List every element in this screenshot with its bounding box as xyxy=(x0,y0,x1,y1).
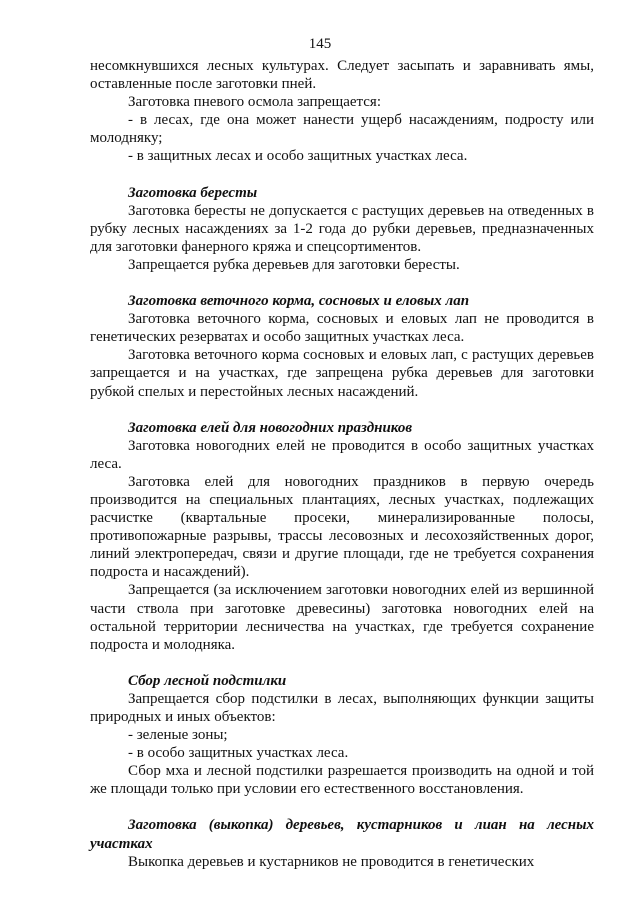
paragraph: несомкнувшихся лесных культурах. Следует засыпать и заравнивать ямы, оставленные после заготовки пней. xyxy=(90,58,594,93)
section-heading: Сбор лесной подстилки xyxy=(128,672,287,689)
paragraph: Заготовка веточного корма сосновых и еловых лап, с растущих деревьев запрещается и на участках, где запрещена рубка деревьев для заготовки рубкой спелых и перестойных лесных насаждений. xyxy=(90,347,594,400)
paragraph: Сбор мха и лесной подстилки разрешается производить на одной и той же площади только при условии его естественного восстановления. xyxy=(90,763,594,798)
list-item: - в защитных лесах и особо защитных участках леса. xyxy=(128,148,468,165)
list-item: - в лесах, где она может нанести ущерб насаждениям, подросту или молодняку; xyxy=(90,112,594,147)
paragraph: Заготовка бересты не допускается с растущих деревьев на отведенных в рубку лесных насаждениях за 1-2 года до рубки деревьев, предназначенных для заготовки фанерного кряжа и спецсортиментов. xyxy=(90,202,594,255)
page-content xyxy=(90,57,594,871)
paragraph: Заготовка пневого осмола запрещается: xyxy=(128,94,382,111)
list-item: - зеленые зоны; xyxy=(128,727,228,744)
section-heading: Заготовка бересты xyxy=(128,184,258,201)
paragraph: Заготовка елей для новогодних праздников в первую очередь производится на специальных плантациях, лесных участках, подлежащих расчистке (квартальные просеки, минерализированные полосы, противопожарные разрывы, трассы лесовозных и лесохозяйственных дорог, линий электропередач, связи и другие площади, где не требуется сохранения подроста и насаждений). xyxy=(90,473,594,581)
paragraph: Запрещается сбор подстилки в лесах, выполняющих функции защиты природных и иных объектов: xyxy=(90,690,594,725)
paragraph: Заготовка веточного корма, сосновых и еловых лап не проводится в генетических резерватах и особо защитных участках леса. xyxy=(90,311,594,346)
paragraph: Запрещается (за исключением заготовки новогодних елей из вершинной части ствола при заготовке древесины) заготовка новогодних елей на остальной территории лесничества на участках, где требуется сохранение подроста и молодняка. xyxy=(90,582,594,653)
section-heading: Заготовка веточного корма, сосновых и еловых лап xyxy=(128,293,470,310)
paragraph: Заготовка новогодних елей не проводится в особо защитных участках леса. xyxy=(90,437,594,472)
section-heading: Заготовка елей для новогодних праздников xyxy=(128,419,413,436)
paragraph: Запрещается рубка деревьев для заготовки бересты. xyxy=(128,256,460,273)
section-heading: Заготовка (выкопка) деревьев, кустарников и лиан на лесных участках xyxy=(90,817,594,852)
list-item: - в особо защитных участках леса. xyxy=(128,745,349,762)
page-number: 145 xyxy=(308,36,332,52)
paragraph: Выкопка деревьев и кустарников не проводится в генетических xyxy=(128,853,535,870)
